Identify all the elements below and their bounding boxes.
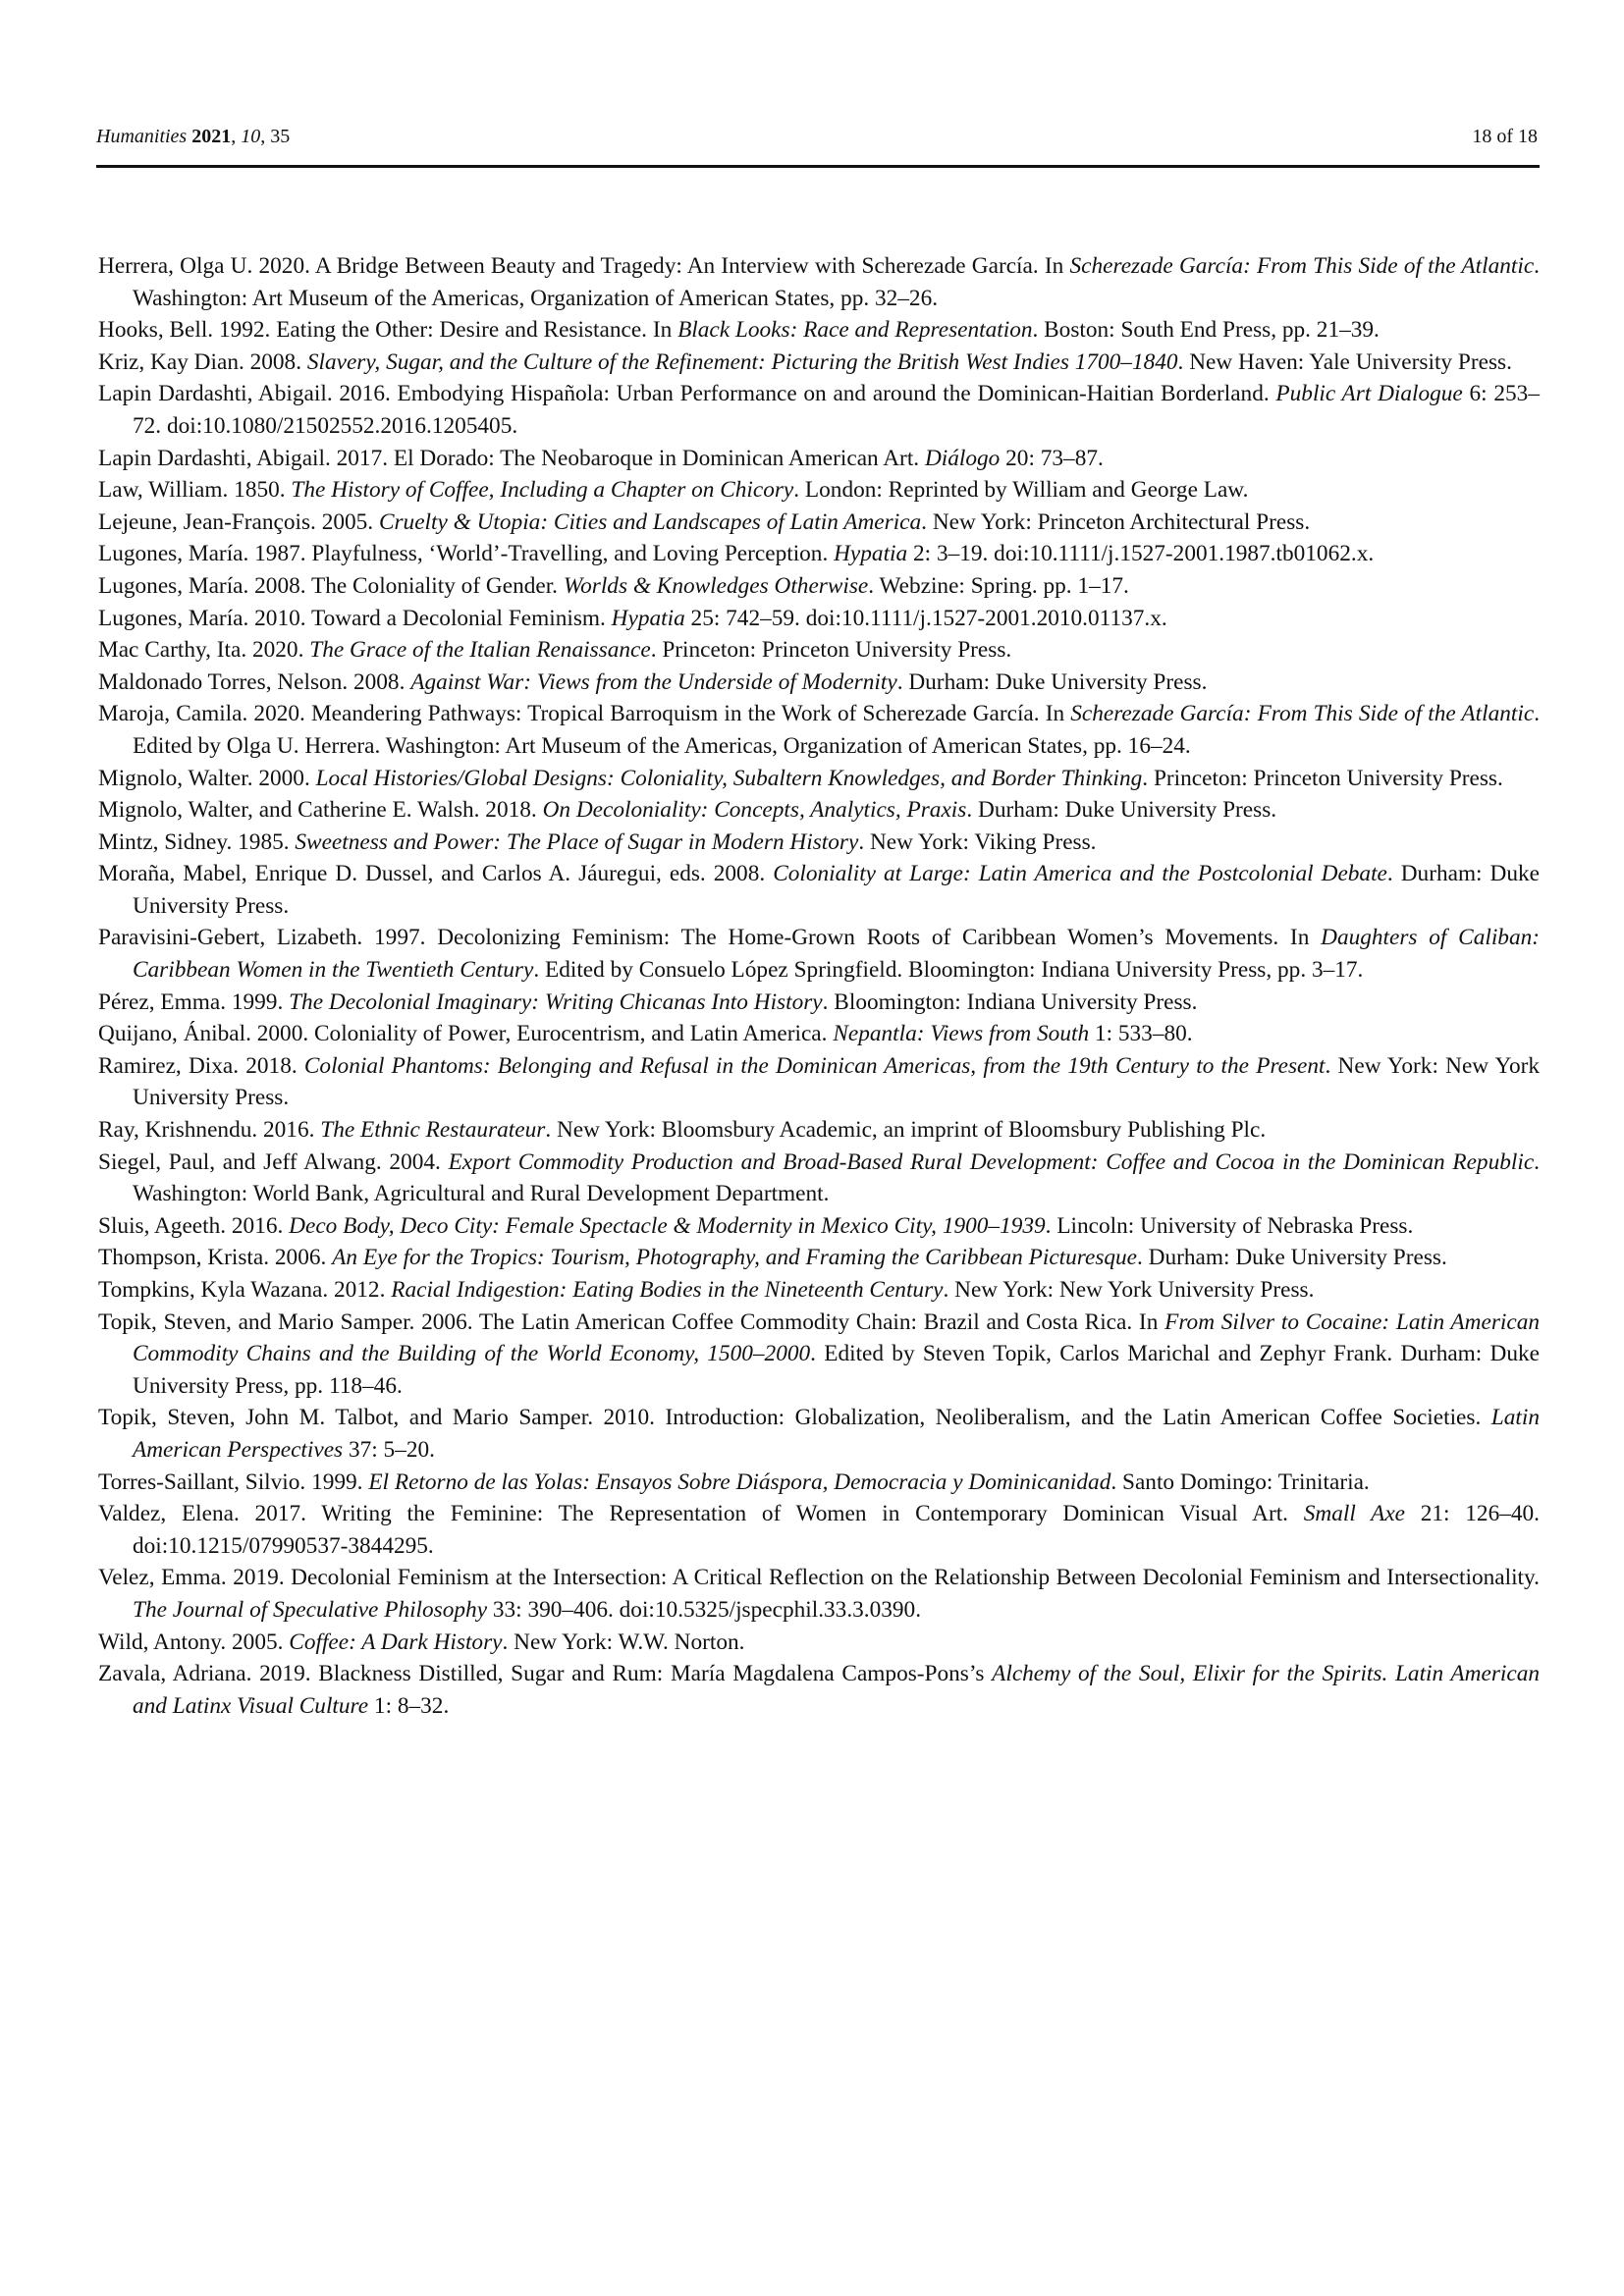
- reference-details: . Princeton: Princeton University Press.: [650, 637, 1012, 664]
- reference-text: Hooks, Bell. 1992. Eating the Other: Desire and Resistance. In: [98, 317, 678, 344]
- reference-title: Nepantla: Views from South: [833, 1021, 1090, 1047]
- reference-entry: [98, 603, 1540, 635]
- reference-text: Lapin Dardashti, Abigail. 2016. Embodying Hispañola: Urban Performance on and around the Dominican-Haitian Borderland.: [98, 381, 1276, 407]
- reference-text: Law, William. 1850.: [98, 477, 292, 504]
- reference-details: 6: 253–72. doi:10.1080/21502552.2016.1205405.: [133, 381, 1540, 439]
- reference-title: Colonial Phantoms: Belonging and Refusal in the Dominican Americas, from the 19th Century to the Present: [303, 1052, 1326, 1079]
- reference-title: Diálogo: [924, 445, 1001, 471]
- reference-details: 21: 126–40. doi:10.1215/07990537-3844295.: [133, 1501, 1540, 1559]
- reference-title: Racial Indigestion: Eating Bodies in the Nineteenth Century: [391, 1277, 944, 1303]
- reference-entry: [98, 1658, 1540, 1722]
- reference-title: The Journal of Speculative Philosophy: [133, 1596, 488, 1623]
- reference-details: . London: Reprinted by William and George Law.: [793, 477, 1249, 504]
- reference-entry: [98, 858, 1540, 922]
- journal-citation: Humanities 2021, 10, 35: [96, 126, 291, 147]
- reference-title: Daughters of Caliban: Caribbean Women in the Twentieth Century: [133, 925, 1541, 984]
- reference-entry: [98, 698, 1540, 762]
- reference-entry: [98, 922, 1540, 986]
- reference-entry: [98, 634, 1540, 667]
- reference-text: Quijano, Ánibal. 2000. Coloniality of Power, Eurocentrism, and Latin America.: [98, 1021, 834, 1047]
- reference-details: 20: 73–87.: [1000, 445, 1104, 471]
- reference-title: Coloniality at Large: Latin America and the Postcolonial Debate: [773, 861, 1387, 887]
- reference-entry: [98, 794, 1540, 827]
- reference-details: 1: 533–80.: [1089, 1021, 1193, 1047]
- reference-text: Kriz, Kay Dian. 2008.: [98, 348, 307, 375]
- reference-text: Wild, Antony. 2005.: [98, 1629, 290, 1655]
- reference-details: . New York: New York University Press.: [943, 1277, 1315, 1303]
- reference-title: Slavery, Sugar, and the Culture of the Refinement: Picturing the British West Indies 1700–1840: [306, 348, 1178, 375]
- reference-title: From Silver to Cocaine: Latin American Commodity Chains and the Building of the World Economy, 1500–2000: [133, 1308, 1541, 1367]
- reference-details: 37: 5–20.: [343, 1436, 435, 1463]
- reference-entry: [98, 1050, 1540, 1114]
- reference-entry: [98, 1210, 1540, 1243]
- reference-text: Topik, Steven, and Mario Samper. 2006. The Latin American Coffee Commodity Chain: Brazil and Costa Rica. In: [98, 1308, 1165, 1335]
- reference-details: 1: 8–32.: [368, 1692, 450, 1719]
- reference-details: . Boston: South End Press, pp. 21–39.: [1032, 317, 1380, 344]
- reference-text: Zavala, Adriana. 2019. Blackness Distilled, Sugar and Rum: María Magdalena Campos-Pons’s: [98, 1661, 993, 1687]
- reference-details: . Durham: Duke University Press.: [896, 668, 1208, 695]
- reference-details: . Princeton: Princeton University Press.: [1142, 765, 1503, 791]
- reference-title: Latin American Perspectives: [133, 1405, 1540, 1463]
- reference-details: . Durham: Duke University Press.: [133, 861, 1540, 919]
- reference-text: Tompkins, Kyla Wazana. 2012.: [98, 1277, 392, 1303]
- reference-text: Mignolo, Walter, and Catherine E. Walsh. 2018.: [98, 797, 543, 824]
- reference-details: . Durham: Duke University Press.: [1137, 1245, 1447, 1271]
- reference-title: Black Looks: Race and Representation: [677, 317, 1033, 344]
- reference-details: . Durham: Duke University Press.: [966, 797, 1277, 824]
- reference-entry: [98, 443, 1540, 475]
- reference-entry: [98, 827, 1540, 859]
- reference-text: Sluis, Ageeth. 2016.: [98, 1212, 290, 1239]
- reference-title: Worlds & Knowledges Otherwise: [563, 572, 869, 599]
- reference-entry: [98, 474, 1540, 507]
- reference-entry: [98, 667, 1540, 699]
- reference-details: 25: 742–59. doi:10.1111/j.1527-2001.2010.01137.x.: [684, 605, 1167, 631]
- reference-text: Velez, Emma. 2019. Decolonial Feminism at the Intersection: A Critical Reflection on the Relationship Between Decolonial Feminism and Intersectionality.: [98, 1565, 1540, 1591]
- reference-details: . Washington: Art Museum of the Americas, Organization of American States, pp. 32–26.: [133, 253, 1540, 311]
- reference-title: Small Axe: [1303, 1501, 1406, 1527]
- reference-details: . Santo Domingo: Trinitaria.: [1110, 1468, 1370, 1495]
- reference-title: The Grace of the Italian Renaissance: [309, 637, 651, 664]
- reference-text: Siegel, Paul, and Jeff Alwang. 2004.: [98, 1148, 449, 1175]
- reference-title: The Decolonial Imaginary: Writing Chicanas Into History: [289, 988, 823, 1015]
- reference-text: Maldonado Torres, Nelson. 2008.: [98, 668, 411, 695]
- reference-entry: [98, 1018, 1540, 1050]
- reference-entry: [98, 378, 1540, 442]
- reference-text: Topik, Steven, John M. Talbot, and Mario Samper. 2010. Introduction: Globalization, Neoliberalism, and the Latin American Coffee Societies.: [98, 1405, 1491, 1431]
- reference-text: Thompson, Krista. 2006.: [98, 1245, 333, 1271]
- reference-entry: [98, 570, 1540, 603]
- reference-entry: [98, 314, 1540, 347]
- reference-entry: [98, 1114, 1540, 1147]
- article-number: 35: [270, 126, 291, 147]
- reference-details: . Lincoln: University of Nebraska Press.: [1045, 1212, 1414, 1239]
- references-list: [98, 250, 1540, 1722]
- reference-entry: [98, 1498, 1540, 1562]
- reference-details: 33: 390–406. doi:10.5325/jspecphil.33.3.0390.: [487, 1596, 922, 1623]
- reference-text: Lapin Dardashti, Abigail. 2017. El Dorado: The Neobaroque in Dominican American Art.: [98, 445, 925, 471]
- reference-details: . Bloomington: Indiana University Press.: [822, 988, 1198, 1015]
- reference-details: 2: 3–19. doi:10.1111/j.1527-2001.1987.tb01062.x.: [907, 541, 1375, 567]
- reference-title: Local Histories/Global Designs: Coloniality, Subaltern Knowledges, and Border Thinking: [315, 765, 1143, 791]
- journal-name: Humanities: [96, 126, 188, 147]
- reference-text: Lugones, María. 2010. Toward a Decolonial Feminism.: [98, 605, 612, 631]
- reference-text: Maroja, Camila. 2020. Meandering Pathways: Tropical Barroquism in the Work of Scherezade García. In: [98, 701, 1071, 727]
- reference-entry: [98, 1627, 1540, 1659]
- reference-details: . New Haven: Yale University Press.: [1177, 348, 1512, 375]
- reference-details: . Edited by Consuelo López Springfield. Bloomington: Indiana University Press, pp. 3–17.: [533, 957, 1364, 984]
- reference-title: Export Commodity Production and Broad-Based Rural Development: Coffee and Cocoa in the Dominican Republic: [448, 1148, 1535, 1175]
- reference-text: Mignolo, Walter. 2000.: [98, 765, 316, 791]
- reference-text: Ray, Krishnendu. 2016.: [98, 1117, 321, 1144]
- page-indicator: 18 of 18: [1472, 126, 1538, 147]
- reference-text: Ramirez, Dixa. 2018.: [98, 1052, 304, 1079]
- reference-entry: [98, 1242, 1540, 1274]
- reference-text: Herrera, Olga U. 2020. A Bridge Between Beauty and Tragedy: An Interview with Scherezade García. In: [98, 253, 1070, 279]
- reference-entry: [98, 1562, 1540, 1626]
- reference-title: Scherezade García: From This Side of the Atlantic: [1070, 701, 1535, 727]
- reference-details: . New York: Princeton Architectural Press.: [921, 508, 1311, 535]
- reference-details: . New York: New York University Press.: [133, 1052, 1540, 1111]
- reference-text: Pérez, Emma. 1999.: [98, 988, 290, 1015]
- reference-title: Coffee: A Dark History: [289, 1629, 503, 1655]
- reference-entry: [98, 1467, 1540, 1499]
- reference-title: The Ethnic Restaurateur: [320, 1117, 546, 1144]
- reference-entry: [98, 538, 1540, 570]
- reference-title: Scherezade García: From This Side of the Atlantic: [1069, 253, 1535, 279]
- reference-text: Lugones, María. 2008. The Coloniality of Gender.: [98, 572, 564, 599]
- reference-details: . Edited by Olga U. Herrera. Washington: Art Museum of the Americas, Organization of American States, pp. 16–24.: [133, 701, 1541, 759]
- reference-entry: [98, 1147, 1540, 1210]
- reference-details: . Washington: World Bank, Agricultural and Rural Development Department.: [133, 1148, 1540, 1207]
- reference-title: The History of Coffee, Including a Chapter on Chicory: [291, 477, 794, 504]
- reference-title: Against War: Views from the Underside of Modernity: [410, 668, 897, 695]
- reference-entry: [98, 987, 1540, 1019]
- reference-details: . Webzine: Spring. pp. 1–17.: [868, 572, 1129, 599]
- reference-text: Paravisini-Gebert, Lizabeth. 1997. Decolonizing Feminism: The Home-Grown Roots of Caribbean Women’s Movements. In: [98, 925, 1322, 951]
- journal-year: 2021: [191, 126, 232, 147]
- reference-entry: [98, 507, 1540, 539]
- reference-entry: [98, 250, 1540, 314]
- reference-title: Public Art Dialogue: [1275, 381, 1463, 407]
- reference-details: . Edited by Steven Topik, Carlos Marichal and Zephyr Frank. Durham: Duke University Press, pp. 118–46.: [133, 1341, 1540, 1399]
- reference-details: . New York: Bloomsbury Academic, an imprint of Bloomsbury Publishing Plc.: [545, 1117, 1267, 1144]
- reference-title: Cruelty & Utopia: Cities and Landscapes of Latin America: [378, 508, 922, 535]
- reference-title: Alchemy of the Soul, Elixir for the Spirits. Latin American and Latinx Visual Culture: [133, 1661, 1541, 1719]
- reference-title: Hypatia: [611, 605, 685, 631]
- reference-title: An Eye for the Tropics: Tourism, Photography, and Framing the Caribbean Picturesque: [332, 1245, 1138, 1271]
- reference-title: Sweetness and Power: The Place of Sugar in Modern History: [295, 828, 859, 855]
- reference-entry: [98, 1307, 1540, 1403]
- reference-title: Deco Body, Deco City: Female Spectacle & Modernity in Mexico City, 1900–1939: [289, 1212, 1046, 1239]
- reference-entry: [98, 1274, 1540, 1307]
- reference-text: Lugones, María. 1987. Playfulness, ‘World’-Travelling, and Loving Perception.: [98, 541, 835, 567]
- reference-text: Moraña, Mabel, Enrique D. Dussel, and Carlos A. Jáuregui, eds. 2008.: [98, 861, 774, 887]
- reference-title: On Decoloniality: Concepts, Analytics, Praxis: [542, 797, 967, 824]
- reference-entry: [98, 347, 1540, 379]
- reference-title: El Retorno de las Yolas: Ensayos Sobre Diáspora, Democracia y Dominicanidad: [368, 1468, 1111, 1495]
- reference-text: Mintz, Sidney. 1985.: [98, 828, 296, 855]
- reference-text: Valdez, Elena. 2017. Writing the Feminine: The Representation of Women in Contemporary Dominican Visual Art.: [98, 1501, 1304, 1527]
- reference-text: Mac Carthy, Ita. 2020.: [98, 637, 310, 664]
- reference-entry: [98, 1402, 1540, 1466]
- reference-details: . New York: W.W. Norton.: [502, 1629, 745, 1655]
- journal-volume: 10: [241, 126, 261, 147]
- running-header: [96, 126, 1540, 168]
- reference-entry: [98, 763, 1540, 795]
- reference-details: . New York: Viking Press.: [858, 828, 1097, 855]
- reference-text: Lejeune, Jean-François. 2005.: [98, 508, 379, 535]
- reference-title: Hypatia: [834, 541, 908, 567]
- reference-text: Torres-Saillant, Silvio. 1999.: [98, 1468, 369, 1495]
